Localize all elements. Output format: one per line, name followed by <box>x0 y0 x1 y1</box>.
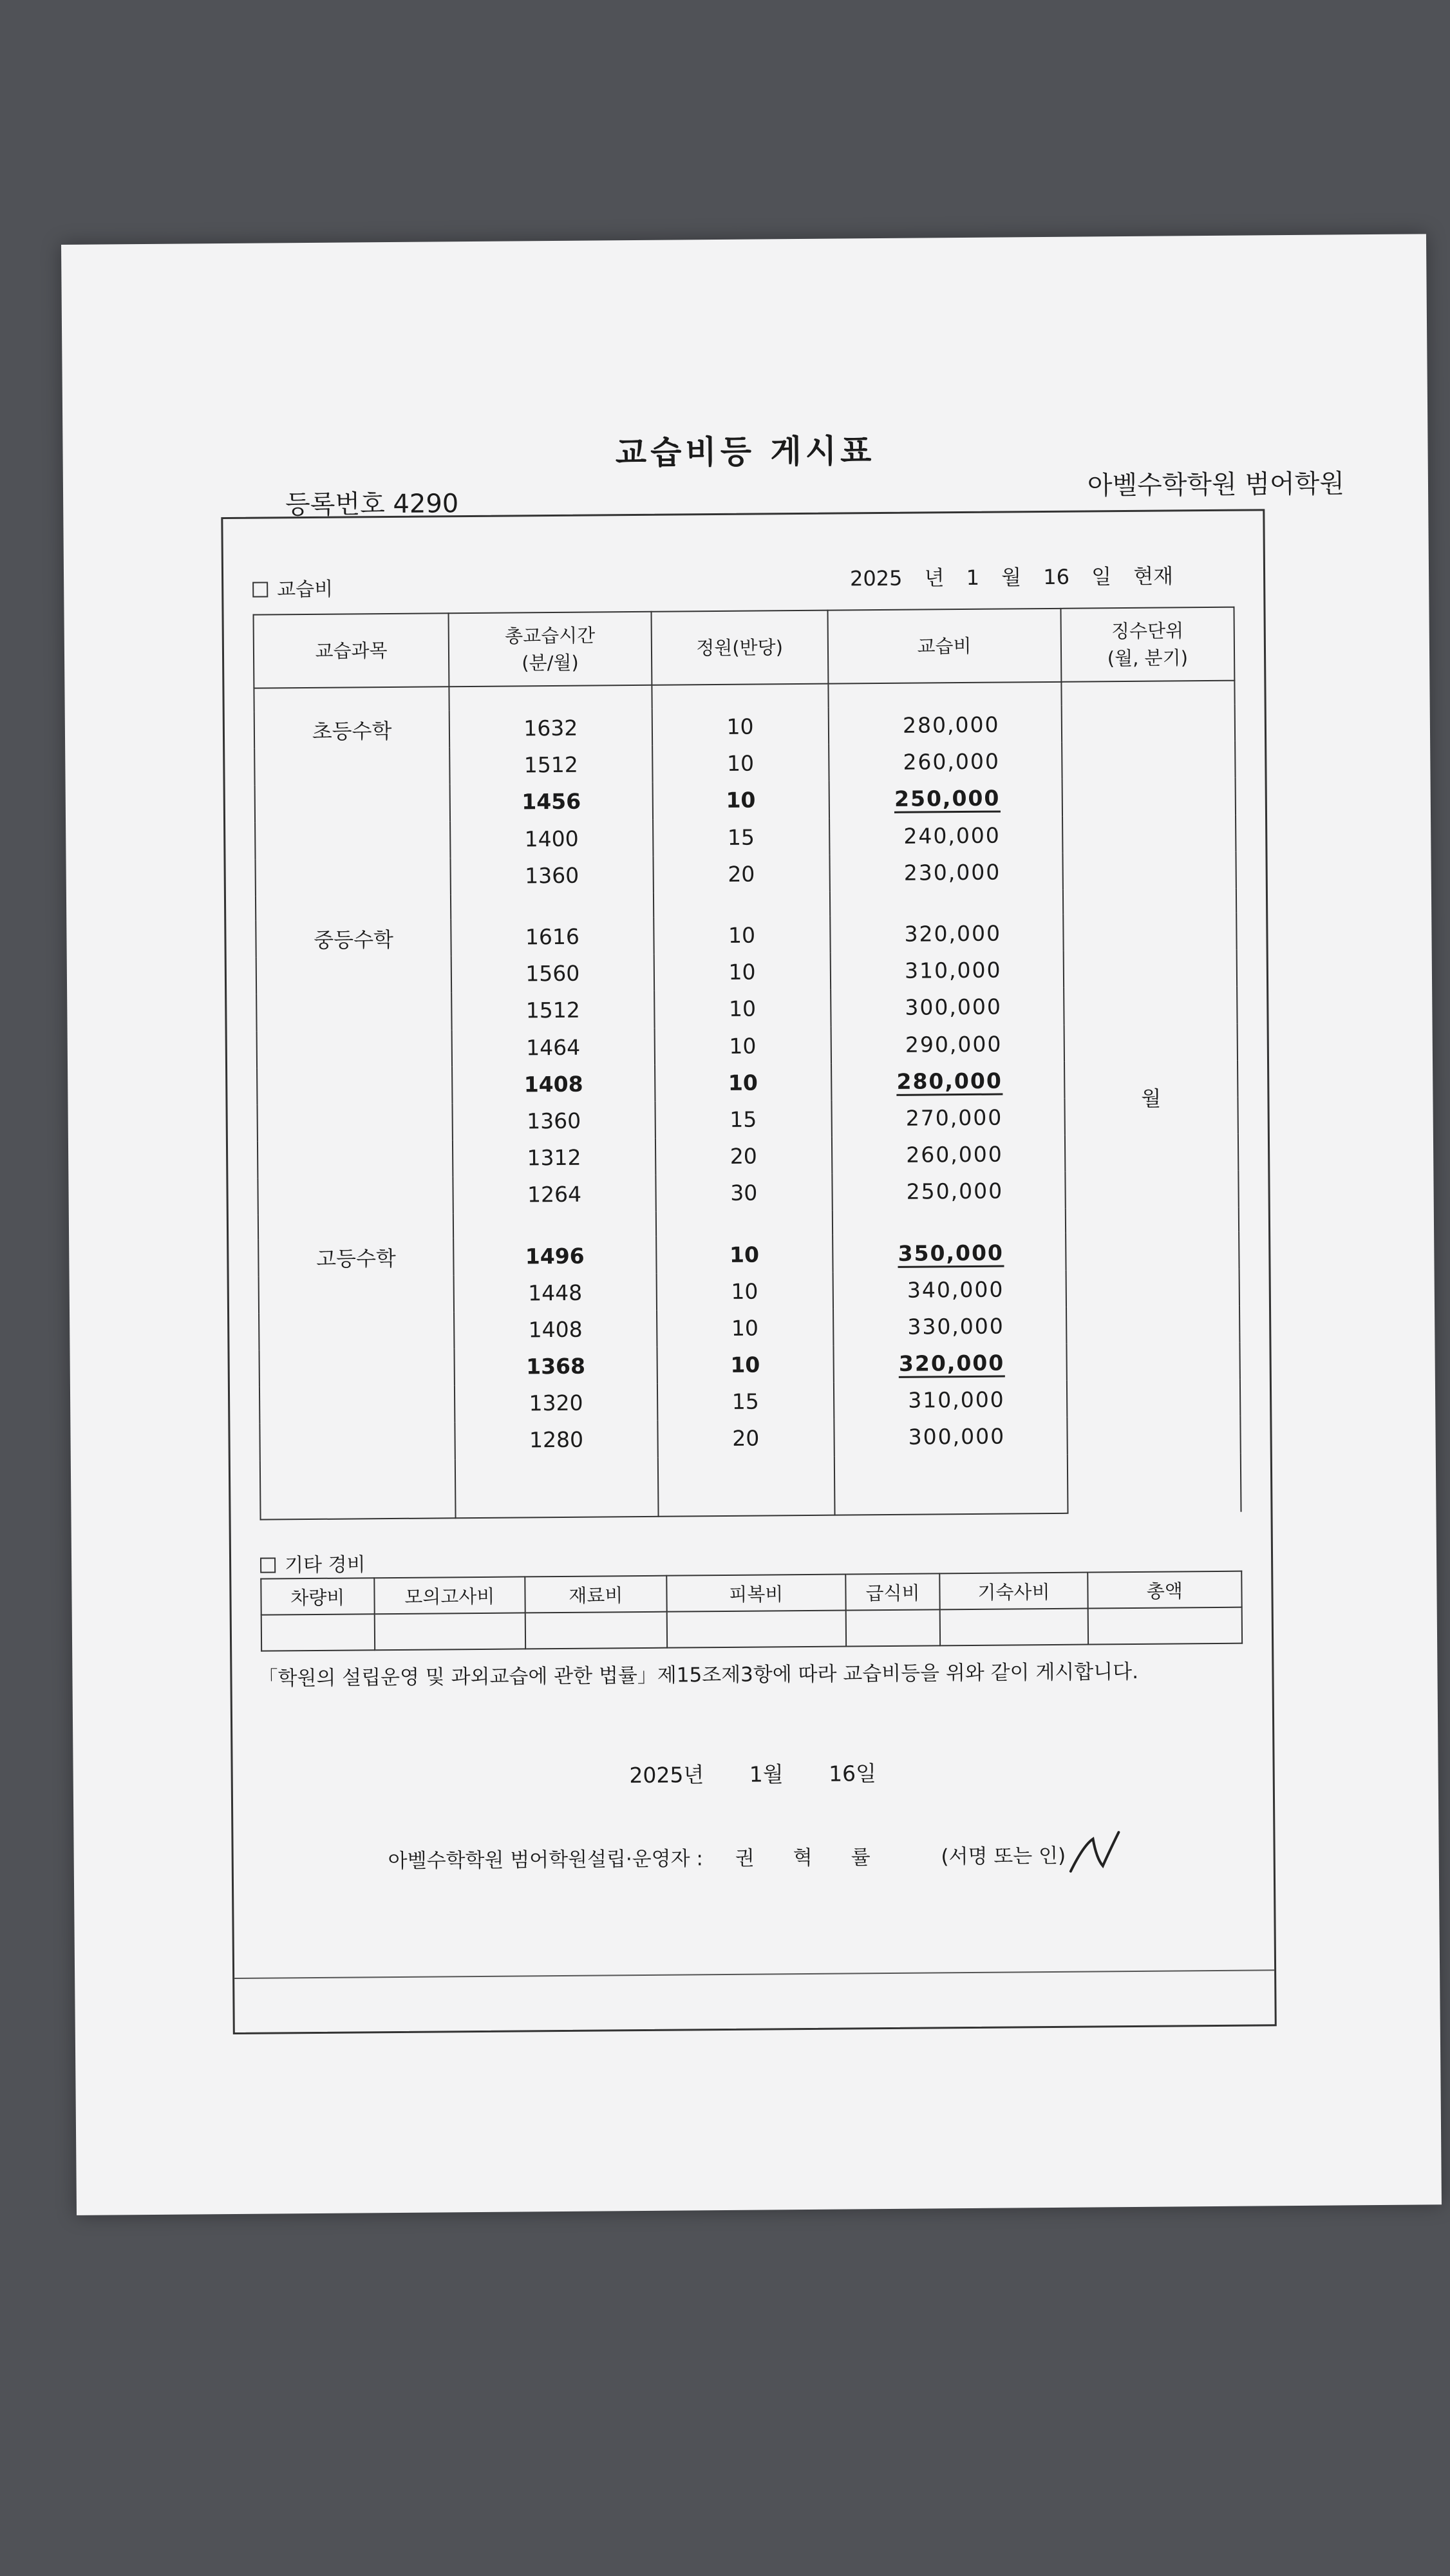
operator-name: 권혁률 <box>735 1845 909 1870</box>
capacity-cell: 10 <box>656 1272 833 1310</box>
subject-cell: 고등수학 <box>258 1238 454 1277</box>
notice-paper <box>61 234 1442 2215</box>
fee-cell <box>831 1061 1064 1100</box>
fee-cell <box>832 1172 1065 1211</box>
etc-value-cell <box>940 1609 1088 1646</box>
fee-value: 350,000 <box>898 1240 1004 1267</box>
subject-cell <box>257 1066 453 1105</box>
hours-cell: 1320 <box>455 1384 657 1423</box>
fee-cell <box>833 1344 1066 1383</box>
fee-cell <box>831 988 1064 1027</box>
fee-section-label <box>252 573 333 602</box>
capacity-cell: 10 <box>657 1346 834 1384</box>
subject-cell <box>259 1423 455 1461</box>
fee-cell <box>830 951 1063 990</box>
etc-header-cell: 급식비 <box>845 1573 940 1610</box>
hours-cell: 1456 <box>450 782 653 821</box>
fee-value: 290,000 <box>905 1031 1003 1057</box>
fee-value: 240,000 <box>903 822 1001 849</box>
hours-cell: 1408 <box>454 1311 657 1349</box>
empty-cell <box>449 685 652 710</box>
seal-note: (서명 또는 인) <box>941 1844 1066 1869</box>
empty-cell <box>455 1457 658 1517</box>
subject-cell <box>256 993 452 1032</box>
empty-cell <box>453 1212 656 1238</box>
etc-header-cell: 차량비 <box>261 1578 374 1615</box>
etc-value-cell <box>666 1610 846 1647</box>
etc-value-cell <box>1088 1607 1242 1645</box>
subject-cell <box>258 1140 453 1179</box>
fee-table-body <box>254 681 1241 1519</box>
fee-value: 330,000 <box>907 1313 1004 1340</box>
subject-cell <box>254 747 450 786</box>
fee-section-text: 교습비 <box>277 578 334 601</box>
sign-date: 2025년 1월 16일 <box>629 1761 877 1788</box>
empty-cell <box>833 1209 1066 1235</box>
checkbox-icon <box>252 582 268 597</box>
capacity-cell: 10 <box>652 744 829 782</box>
fee-value: 260,000 <box>906 1141 1003 1168</box>
empty-cell <box>652 684 828 709</box>
hours-cell: 1448 <box>454 1273 657 1312</box>
subject-cell <box>256 956 452 994</box>
fee-value: 320,000 <box>904 920 1002 947</box>
hours-cell: 1496 <box>453 1236 656 1275</box>
etc-value-row <box>261 1607 1242 1651</box>
etc-header-cell: 기숙사비 <box>940 1573 1088 1610</box>
fee-cell <box>831 1025 1064 1063</box>
capacity-cell: 15 <box>657 1383 834 1421</box>
fee-cell <box>829 779 1062 818</box>
checkbox-icon <box>260 1557 276 1573</box>
empty-cell <box>451 893 654 919</box>
fee-cell <box>833 1233 1066 1272</box>
fee-cell <box>833 1270 1066 1309</box>
etc-header-cell: 피복비 <box>666 1574 846 1611</box>
capacity-cell: 10 <box>652 781 829 819</box>
fee-cell <box>831 1099 1064 1137</box>
frame-divider <box>234 1969 1274 1979</box>
empty-cell <box>834 1454 1068 1515</box>
header-subject: 교습과목 <box>254 613 449 688</box>
hours-cell: 1368 <box>455 1347 657 1386</box>
subject-cell <box>255 821 451 860</box>
empty-cell <box>828 682 1061 708</box>
capacity-cell: 20 <box>655 1137 832 1175</box>
academy-name: 아벨수학학원 범어학원 <box>1087 469 1345 501</box>
fee-value: 300,000 <box>905 994 1003 1021</box>
capacity-cell: 10 <box>656 1235 833 1273</box>
empty-cell <box>657 1456 834 1516</box>
registration-number: 등록번호 4290 <box>285 489 459 520</box>
fee-value: 230,000 <box>903 859 1001 886</box>
capacity-cell: 10 <box>654 990 831 1028</box>
fee-value: 320,000 <box>899 1350 1005 1378</box>
empty-cell <box>258 1214 454 1240</box>
subject-cell <box>259 1349 455 1387</box>
signature-line <box>388 1839 1066 1873</box>
header-unit: 징수단위 (월, 분기) <box>1060 607 1234 682</box>
fee-value: 300,000 <box>908 1424 1006 1450</box>
subject-cell <box>257 1030 453 1068</box>
subject-cell <box>259 1385 455 1424</box>
fee-value: 270,000 <box>905 1104 1003 1131</box>
hours-cell: 1560 <box>451 954 654 993</box>
empty-cell <box>260 1459 456 1519</box>
subject-cell <box>256 858 451 896</box>
fee-value: 340,000 <box>907 1276 1004 1303</box>
capacity-cell: 10 <box>652 708 829 746</box>
capacity-cell: 20 <box>657 1419 834 1457</box>
fee-cell <box>834 1381 1067 1419</box>
hours-cell: 1632 <box>449 709 652 748</box>
empty-cell <box>256 895 451 920</box>
fee-cell <box>832 1135 1065 1174</box>
subject-cell <box>259 1275 455 1314</box>
fee-cell <box>829 743 1062 781</box>
collection-unit: 월 <box>1061 681 1241 1513</box>
capacity-cell: 15 <box>655 1101 832 1139</box>
empty-cell <box>830 890 1063 916</box>
fee-value: 250,000 <box>906 1178 1004 1205</box>
fee-value: 250,000 <box>894 786 1001 813</box>
hours-cell: 1408 <box>452 1065 655 1103</box>
header-fee: 교습비 <box>827 609 1061 684</box>
etc-header-cell: 총액 <box>1088 1571 1242 1609</box>
capacity-cell: 20 <box>653 855 830 893</box>
capacity-cell: 10 <box>655 1063 832 1101</box>
header-capacity: 정원(반당) <box>651 611 828 685</box>
as-of-date: 2025 년 1 월 16 일 현재 <box>849 564 1174 591</box>
hours-cell: 1512 <box>451 991 654 1030</box>
fee-value: 260,000 <box>903 748 1001 775</box>
fee-value: 310,000 <box>904 957 1002 983</box>
header-hours: 총교습시간 (분/월) <box>449 612 652 687</box>
handwritten-signature <box>1057 1826 1135 1884</box>
etc-value-cell <box>846 1609 941 1646</box>
etc-table <box>260 1571 1243 1652</box>
hours-cell: 1464 <box>452 1028 655 1066</box>
operator-label: 아벨수학학원 범어학원설립·운영자 : <box>388 1847 704 1873</box>
fee-table <box>253 607 1242 1520</box>
capacity-cell: 10 <box>654 953 831 991</box>
fee-cell <box>829 816 1062 855</box>
subject-cell: 중등수학 <box>256 919 451 958</box>
hours-cell: 1360 <box>451 857 654 895</box>
fee-cell <box>829 853 1062 892</box>
hours-cell: 1280 <box>455 1421 658 1459</box>
empty-cell <box>653 892 829 918</box>
hours-cell: 1264 <box>453 1175 656 1214</box>
hours-cell: 1512 <box>449 746 652 784</box>
hours-cell: 1312 <box>453 1139 655 1177</box>
subject-cell <box>255 784 451 823</box>
etc-value-cell <box>261 1614 375 1651</box>
empty-cell <box>254 687 449 712</box>
fee-cell <box>834 1417 1067 1456</box>
fee-value: 280,000 <box>896 1068 1003 1095</box>
page-title: 교습비등 게시표 <box>615 432 876 472</box>
etc-value-cell <box>525 1612 667 1649</box>
etc-section-label <box>260 1548 366 1577</box>
fee-value: 310,000 <box>908 1387 1005 1414</box>
etc-header-cell: 재료비 <box>525 1576 666 1613</box>
capacity-cell: 15 <box>653 818 830 856</box>
capacity-cell: 10 <box>654 1027 831 1065</box>
fee-cell <box>833 1307 1066 1346</box>
fee-cell <box>828 706 1061 744</box>
hours-cell: 1616 <box>451 918 654 956</box>
hours-cell: 1400 <box>450 819 653 858</box>
empty-cell <box>655 1211 832 1236</box>
capacity-cell: 10 <box>657 1309 834 1347</box>
subject-cell <box>259 1312 455 1350</box>
capacity-cell: 30 <box>655 1174 833 1212</box>
fee-cell <box>830 914 1063 953</box>
etc-header-cell: 모의고사비 <box>374 1577 525 1614</box>
subject-cell: 초등수학 <box>254 710 450 749</box>
hours-cell: 1360 <box>453 1102 655 1141</box>
etc-value-cell <box>374 1613 525 1650</box>
document-frame <box>221 509 1276 2034</box>
subject-cell <box>257 1103 453 1142</box>
capacity-cell: 10 <box>654 916 831 954</box>
etc-section-text: 기타 경비 <box>284 1553 366 1577</box>
subject-cell <box>258 1177 453 1216</box>
fee-value: 280,000 <box>902 712 1000 738</box>
legal-notice: 「학원의 설립운영 및 과외교습에 관한 법률」제15조제3항에 따라 교습비등을 위와 같이 게시합니다. <box>258 1660 1139 1690</box>
